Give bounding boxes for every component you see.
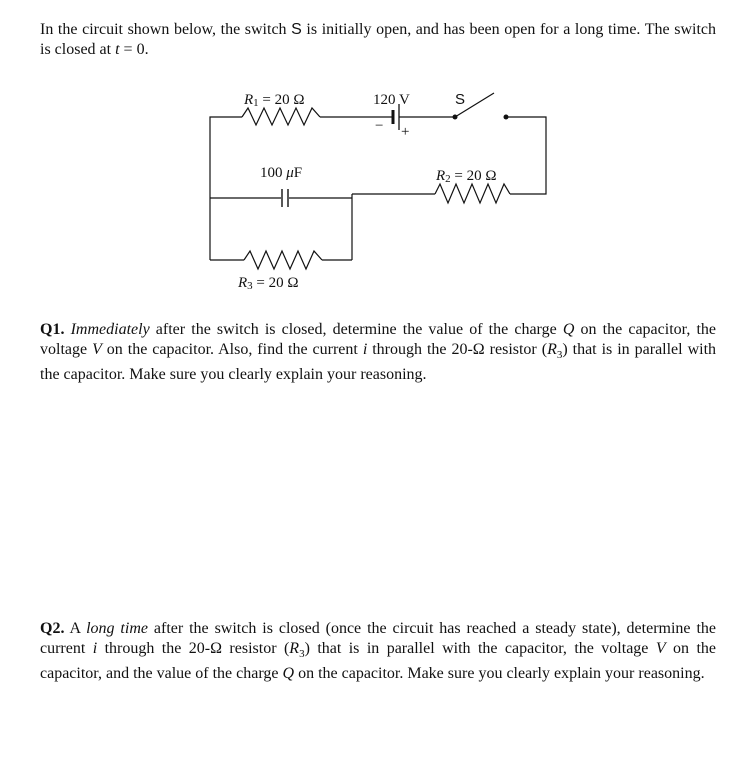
question-2: Q2. A long time after the switch is closed (once the circuit has reached a steady state), determine the current i through the 20-Ω resistor $(R_3)$ that is in parallel with the capacitor, the voltage V on the capacitor, and the value of the charge Q on the capacitor. Make sure you clearly explain your reasoning.	[40, 620, 717, 683]
r3-label: R3 = 20 Ω	[238, 275, 299, 292]
q2-number: Q2.	[40, 620, 65, 637]
battery-label: 120 V	[373, 92, 410, 108]
switch-symbol-text: S	[291, 21, 302, 38]
resistor-r2-icon	[435, 184, 510, 203]
question-1: Q1. Immediately after the switch is closed, determine the value of the charge Q on the capacitor, the voltage V on the capacitor. Also, find the current i through the 20-Ω resistor $(R_3)$ that is in parallel with the capacitor. Make sure you clearly explain your reasoning.	[40, 321, 717, 384]
capacitor-label: 100 μF	[260, 165, 303, 181]
q1-number: Q1.	[40, 321, 65, 338]
circuit-diagram	[0, 0, 742, 310]
wire-top-left	[210, 117, 242, 198]
switch-label: S	[455, 91, 466, 108]
r2-label: R2 = 20 Ω	[436, 168, 497, 185]
resistor-r1-icon	[242, 108, 320, 125]
wire-right	[506, 117, 546, 194]
battery-plus-sign: +	[401, 124, 410, 140]
capacitor-icon	[282, 189, 288, 207]
resistor-r3-icon	[244, 251, 322, 269]
battery-minus-sign: −	[375, 118, 384, 134]
time-variable: t	[115, 40, 120, 58]
intro-paragraph: In the circuit shown below, the switch S is initially open, and has been open for a long time. The switch is closed at t = 0.	[40, 21, 717, 58]
r1-label: R1 = 20 Ω	[244, 92, 305, 109]
